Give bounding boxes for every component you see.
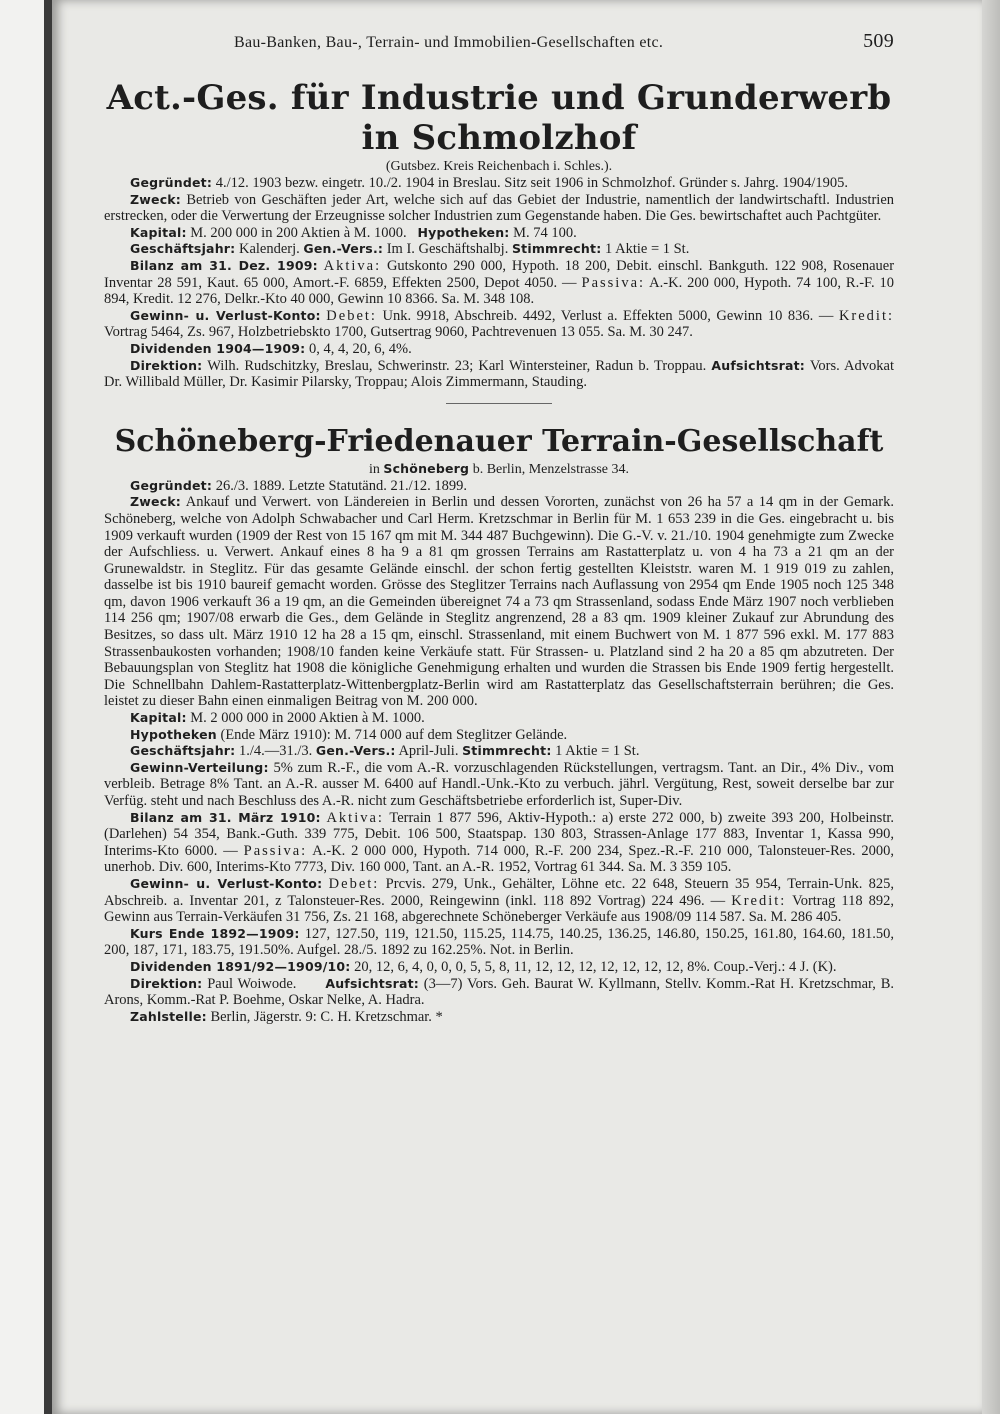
capital-label: Kapital: <box>130 710 187 726</box>
board-text: Wilh. Rudschitzky, Breslau, Schwerinstr. 23; Karl Wintersteiner, Radun b. Troppau. <box>207 357 707 374</box>
distribution-label: Gewinn-Verteilung: <box>130 759 269 775</box>
debit-label: Debet: <box>328 875 380 892</box>
capital-paragraph <box>104 225 894 242</box>
credit-label: Kredit: <box>731 892 787 909</box>
supervisory-label: Aufsichtsrat: <box>325 975 419 991</box>
fiscal-text: Kalenderj. <box>238 241 300 258</box>
mortgage-text: (Ende März 1910): M. 714 000 auf dem Steglitzer Gelände. <box>220 726 568 743</box>
location-prefix: in <box>368 461 380 477</box>
profit-loss-label: Gewinn- u. Verlust-Konto: <box>130 307 321 323</box>
location-city: Schöneberg <box>383 460 470 476</box>
purpose-label: Zweck: <box>130 494 182 510</box>
balance-label: Bilanz am 31. März 1910: <box>130 809 321 825</box>
capital-paragraph <box>104 710 894 727</box>
debit-text: Unk. 9918, Abschreib. 4492, Verlust a. Effekten 5000, Gewinn 10 836. — <box>382 307 834 324</box>
founded-text: 4./12. 1903 bezw. eingetr. 10./2. 1904 in Breslau. Sitz seit 1906 in Schmolzhof. Gründer s. Jahrg. 1904/1905. <box>215 175 848 191</box>
meeting-label: Gen.-Vers.: <box>303 241 384 257</box>
supervisory-text: (3—7) Vors. Geh. Baurat W. Kyllmann, Stellv. Komm.-Rat H. Kretzschmar, B. Arons, Komm.-Rat P. Boehme, Oskar Nelke, A. Hadra. <box>104 975 895 1009</box>
paying-agent-text: Berlin, Jägerstr. 9: C. H. Kretzschmar. * <box>210 1008 443 1025</box>
assets-text: Terrain 1 877 596, Aktiv-Hypoth.: a) erste 272 000, b) zweite 393 200, Holbeinstr. (Darlehen) 54 354, Bank.-Guth. 339 775, Debit. 106 500, Staatspap. 130 803, Strassen-Anlage 177 883, Inventar 1, Kassa 990, Interims-Kto 6000. — <box>104 809 895 859</box>
quotes-paragraph <box>104 926 894 959</box>
vote-label: Stimmrecht: <box>511 241 602 257</box>
liabilities-label: Passiva: <box>581 274 646 291</box>
board-paragraph <box>104 358 894 391</box>
capital-text: M. 200 000 in 200 Aktien à M. 1000. <box>190 224 407 241</box>
distribution-paragraph <box>104 760 894 810</box>
purpose-paragraph <box>104 192 894 225</box>
fiscal-paragraph <box>104 241 894 258</box>
assets-label: Aktiva: <box>326 809 384 826</box>
vote-text: 1 Aktie = 1 St. <box>555 743 640 760</box>
liabilities-text: A.-K. 200 000, Hypoth. 74 100, R.-F. 10 894, Kredit. 12 276, Delkr.-Kto 40 000, Gewinn 10 8366. Sa. M. 348 108. <box>104 274 894 308</box>
debit-text: Prcvis. 279, Unk., Gehälter, Löhne etc. 22 648, Steuern 35 954, Terrain-Unk. 825, Abschreib. a. Inventar 201, z Talonsteuer-Res. 2000, Reingewinn (inkl. 118 892 Vortrag) 224 496. — <box>104 875 895 909</box>
meeting-text: April-Juli. <box>398 743 459 760</box>
company-location: (Gutsbez. Kreis Reichenbach i. Schles.). <box>385 159 613 174</box>
founded-label: Gegründet: <box>130 175 213 190</box>
page-content <box>104 30 894 1025</box>
vote-text: 1 Aktie = 1 St. <box>605 241 690 258</box>
fiscal-label: Geschäftsjahr: <box>130 241 236 257</box>
page-number: 509 <box>863 30 894 52</box>
mortgage-label: Hypotheken <box>130 726 217 742</box>
capital-text: M. 2 000 000 in 2000 Aktien à M. 1000. <box>190 710 425 727</box>
capital-label: Kapital: <box>130 224 187 240</box>
section-divider <box>446 403 552 404</box>
board-paragraph <box>104 976 894 1009</box>
scan-right-margin <box>982 0 1000 1414</box>
company-entry-schmolzhof <box>104 78 894 391</box>
mortgage-label: Hypotheken: <box>417 224 510 240</box>
liabilities-text: A.-K. 2 000 000, Hypoth. 714 000, R.-F. 200 234, Spez.-R.-F. 210 000, Talonsteuer-Res. 2000, unerhob. Div. 600, Interims-Kto 7773, Div. 160 000, Tant. an A.-R. 1952, Vortrag 61 344. Sa. M. 3 359 105. <box>104 842 895 876</box>
dividends-text: 0, 4, 4, 20, 6, 4%. <box>309 340 412 357</box>
distribution-text: 5% zum R.-F., die vom A.-R. vorzuschlagenden Rückstellungen, vertragsm. Tant. an Dir., 4% Div., vom verbleib. Betrage 8% Tant. an A.-R. ausser M. 6400 auf Handl.-Unk.-Kto zu verbuch. jährl. Vergütung, Rest, soweit derselbe bar zur Verfüg. steht und nach Beschluss des A.-R. nicht zum Geschäftsbetriebe erforderlich ist, Super-Div. <box>104 759 894 809</box>
founded-label: Gegründet: <box>130 477 213 493</box>
fiscal-text: 1./4.—31./3. <box>238 743 313 760</box>
profit-loss-paragraph <box>104 876 894 926</box>
supervisory-label: Aufsichtsrat: <box>711 357 805 373</box>
assets-label: Aktiva: <box>323 257 382 274</box>
paying-agent-paragraph <box>104 1009 894 1026</box>
location-address: b. Berlin, Menzelstrasse 34. <box>472 461 629 477</box>
dividends-label: Dividenden 1891/92—1909/10: <box>130 958 351 974</box>
profit-loss-label: Gewinn- u. Verlust-Konto: <box>130 875 323 891</box>
company-location <box>104 460 894 478</box>
supervisory-text: Vors. Advokat Dr. Willibald Müller, Dr. Kasimir Pilarsky, Troppau; Alois Zimmermann, Stauding. <box>104 357 894 391</box>
purpose-text: Ankauf und Verwert. von Ländereien in Berlin und dessen Vororten, zunächst von 26 ha 57 a 14 qm in der Gemark. Schöneberg, welche von Adolph Schwabacher und Carl Herm. Kretzschmar in Berlin für M. 1 653 239 in die Ges. eingebracht u. bis 1909 verkauft wurden (1909 der Rest von 15 167 qm mit M. 344 487 Buchgewinn). Die G.-V. v. 21./10. 1904 genehmigte zum Zwecke der Aufschliess. u. Verwert. Ankauf eines 8 ha 9 a 81 qm grossen Terrains am Rastatterplatz u. von 4 ha 73 a 21 qm an der Grunewaldstr. in Steglitz. Für das gesamte Gelände einschl. der schon fertig gestellten Kleiststr. waren M. 1 919 019 zu zahlen, dasselbe ist bis 1910 baureif gemacht worden. Grösse des Steglitzer Terrains nach Auflassung von 2954 qm Ende 1905 noch 125 348 qm, davon 1906 verkauft 36 a 19 qm, an die Gemeinden übereignet 74 a 73 qm Strassenland, sodass Ende März 1907 noch verblieben 114 256 qm; 1907/08 erwarb die Ges., dem Gelände in Steglitz angrenzend, 28 a 83 qm. 1909 kleiner Zukauf zur Abrundung des Besitzes, so dass ult. März 1910 12 ha 28 a 15 qm, einschl. Strassenland, mit einem Buchwert von M. 1 877 596 exkl. M. 177 883 Strassenbaukosten vorhanden; 1908/10 fanden keine Verkäufe statt. Für Strassen- u. Platzland sind 2 ha 20 a 85 qm abzutreten. Der Bebauungsplan von Steglitz hat 1908 die königliche Genehmigung erhalten und wurden die Strassen bis Ende 1909 fertig hergestellt. Die Schnellbahn Dahlem-Rastatterplatz-Wittenbergplatz-Berlin wird am Rastatterplatz das Gesellschaftsterrain berühren; die Ges. leistet zu dieser Bahn einen einmaligen Beitrag von M. 200 000. <box>104 494 894 710</box>
board-label: Direktion: <box>130 357 203 373</box>
fiscal-label: Geschäftsjahr: <box>130 743 236 759</box>
purpose-text: Betrieb von Geschäften jeder Art, welche sich auf das Gebiet der Industrie, namentlich der landwirtschaftl. Industrien erstrecken, oder die Verwertung der Erzeugnisse solcher Industrien zum Gegenstande haben. Die Ges. bewirtschaftet auch Pachtgüter. <box>104 191 895 225</box>
mortgage-text: M. 74 100. <box>513 224 577 241</box>
credit-text: Vortrag 5464, Zs. 967, Holzbetriebskto 1700, Gutsertrag 9060, Pachtrevenuen 13 055. Sa. M. 30 247. <box>104 324 693 341</box>
board-text: Paul Woiwode. <box>207 975 297 992</box>
quotes-label: Kurs Ende 1892—1909: <box>130 925 300 941</box>
profit-loss-paragraph <box>104 308 894 341</box>
paying-agent-label: Zahlstelle: <box>130 1008 207 1024</box>
vote-label: Stimmrecht: <box>462 743 552 759</box>
purpose-label: Zweck: <box>130 191 182 207</box>
dividends-text: 20, 12, 6, 4, 0, 0, 0, 5, 5, 8, 11, 12, 12, 12, 12, 12, 12, 12, 8%. Coup.-Verj.: 4 J. (K). <box>354 958 837 975</box>
dividends-paragraph <box>104 959 894 976</box>
mortgage-paragraph <box>104 727 894 744</box>
scan-left-margin <box>0 0 52 1414</box>
liabilities-label: Passiva: <box>243 842 308 859</box>
meeting-label: Gen.-Vers.: <box>315 743 396 759</box>
balance-paragraph <box>104 810 894 876</box>
fiscal-paragraph <box>104 743 894 760</box>
dividends-paragraph <box>104 341 894 358</box>
credit-text: Vortrag 118 892, Gewinn aus Terrain-Verkäufen 31 756, Zs. 21 168, abgerechnete Schöneberger Verkäufe aus 1908/09 114 587. Sa. M. 286 405. <box>104 892 894 926</box>
dividends-label: Dividenden 1904—1909: <box>130 340 306 356</box>
purpose-paragraph <box>104 494 894 710</box>
founded-paragraph <box>104 478 894 495</box>
founded-paragraph <box>104 175 894 192</box>
company-title: Schöneberg-Friedenauer Terrain-Gesellschaft <box>114 423 884 459</box>
founded-text: 26./3. 1889. Letzte Statutänd. 21./12. 1899. <box>215 477 467 494</box>
running-title: Bau-Banken, Bau-, Terrain- und Immobilien-Gesellschaften etc. <box>234 34 664 51</box>
meeting-text: Im I. Geschäftshalbj. <box>386 241 509 258</box>
board-label: Direktion: <box>130 975 203 991</box>
quotes-text: 127, 127.50, 119, 121.50, 115.25, 114.75, 140.25, 136.25, 146.80, 150.25, 161.80, 164.60, 181.50, 200, 187, 171, 183.75, 191.50%. Aufgel. 28./5. 1892 zu 162.25%. Not. in Berlin. <box>104 925 895 959</box>
company-entry-schoeneberg <box>104 424 894 1026</box>
credit-label: Kredit: <box>838 307 895 324</box>
assets-text: Gutskonto 290 000, Hypoth. 18 200, Debit. einschl. Bankguth. 122 908, Rosenauer Inventar 28 591, Kaut. 65 000, Amort.-F. 6859, Effekten 2500, Depot 4050. — <box>104 257 895 291</box>
balance-paragraph <box>104 258 894 308</box>
debit-label: Debet: <box>326 307 377 324</box>
balance-label: Bilanz am 31. Dez. 1909: <box>130 257 318 273</box>
company-title: Act.-Ges. für Industrie und Grunderwerb in Schmolzhof <box>106 78 892 158</box>
running-head <box>104 30 894 60</box>
